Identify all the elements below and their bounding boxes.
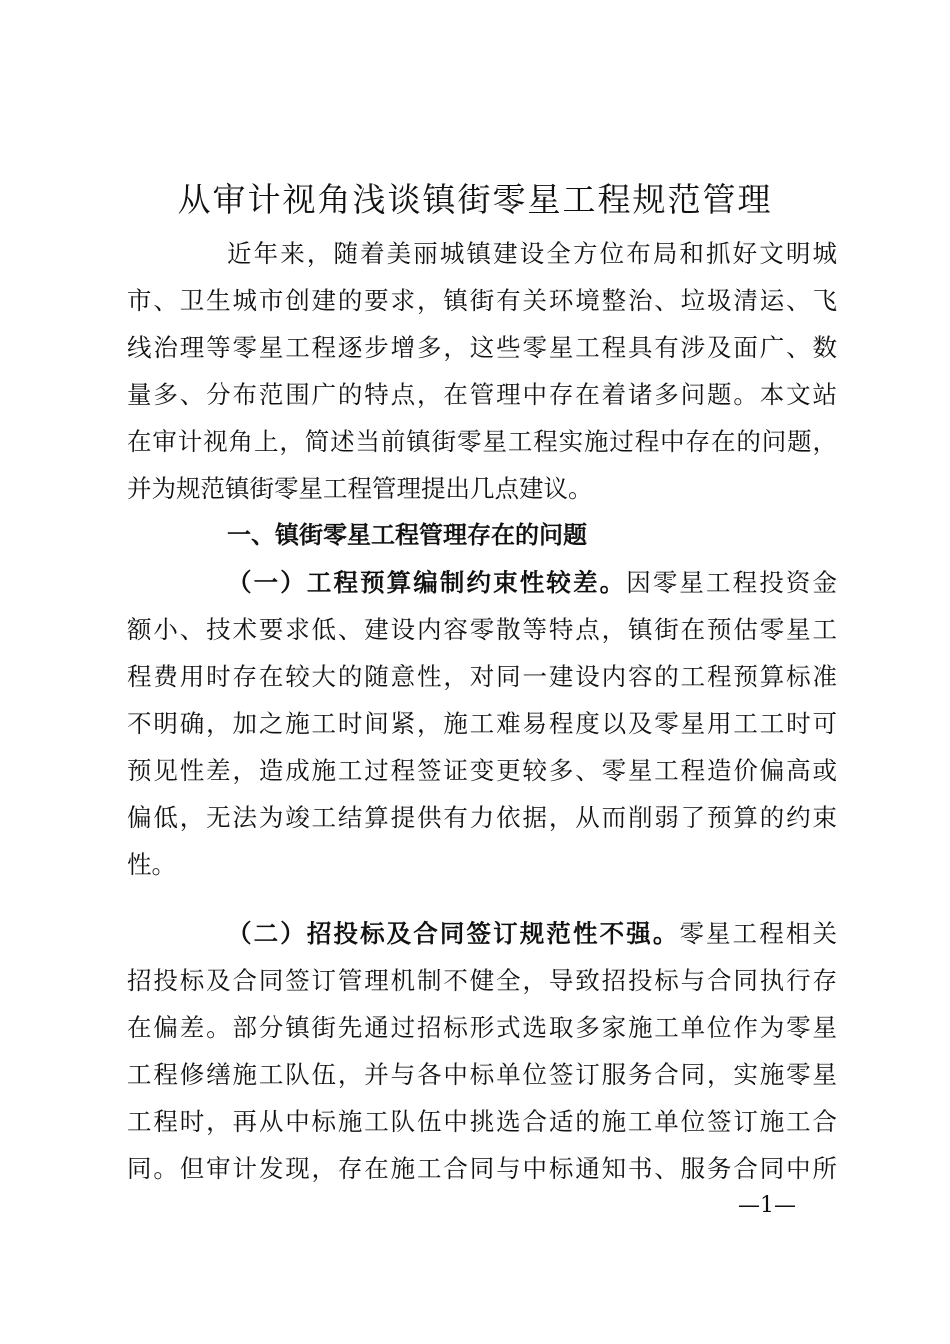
subsection-2-first-line — [127, 910, 837, 957]
page-number: —1— — [738, 1193, 796, 1218]
intro-line: 市、卫生城市创建的要求，镇街有关环境整治、垃圾清运、飞 — [127, 286, 837, 315]
paragraph-gap — [127, 888, 837, 910]
subsection-2-line: 同。但审计发现，存在施工合同与中标通知书、服务合同中所 — [127, 1154, 837, 1183]
subsection-1-line: 预见性差，造成施工过程签证变更较多、零星工程造价偏高或 — [127, 756, 837, 785]
intro-line: 量多、分布范围广的特点，在管理中存在着诸多问题。本文站 — [127, 380, 837, 409]
intro-line: 在审计视角上，简述当前镇街零星工程实施过程中存在的问题， — [127, 427, 837, 456]
subsection-1-first-line — [127, 559, 837, 606]
subsection-2-line: 工程修缮施工队伍，并与各中标单位签订服务合同，实施零星 — [127, 1060, 837, 1089]
subsection-1-line: 额小、技术要求低、建设内容零散等特点，镇街在预估零星工 — [127, 615, 837, 644]
subsection-2-line: 招投标及合同签订管理机制不健全，导致招投标与合同执行存 — [127, 966, 837, 995]
subsection-1-line: 偏低，无法为竣工结算提供有力依据，从而削弱了预算的约束 — [127, 803, 837, 832]
document-body — [127, 230, 837, 1192]
subsection-1-line: 程费用时存在较大的随意性，对同一建设内容的工程预算标准 — [127, 662, 837, 691]
section-heading: 一、镇街零星工程管理存在的问题 — [227, 521, 587, 549]
intro-line: 并为规范镇街零星工程管理提出几点建议。 — [127, 474, 593, 503]
subsection-2-lead: （二）招投标及合同签订规范性不强。 — [227, 919, 680, 948]
intro-line: 近年来，随着美丽城镇建设全方位布局和抓好文明城 — [227, 239, 837, 268]
subsection-2-text: 零星工程相关 — [679, 919, 838, 948]
subsection-2-line: 工程时，再从中标施工队伍中挑选合适的施工单位签订施工合 — [127, 1107, 837, 1136]
subsection-2-line: 在偏差。部分镇街先通过招标形式选取多家施工单位作为零星 — [127, 1013, 837, 1042]
subsection-1-text: 因零星工程投资金 — [626, 568, 837, 597]
intro-line: 线治理等零星工程逐步增多，这些零星工程具有涉及面广、数 — [127, 333, 837, 362]
subsection-1-line: 性。 — [127, 850, 176, 879]
subsection-1-line: 不明确，加之施工时间紧，施工难易程度以及零星用工工时可 — [127, 709, 837, 738]
document-title: 从审计视角浅谈镇街零星工程规范管理 — [177, 180, 773, 219]
subsection-1-lead: （一）工程预算编制约束性较差。 — [227, 568, 627, 597]
